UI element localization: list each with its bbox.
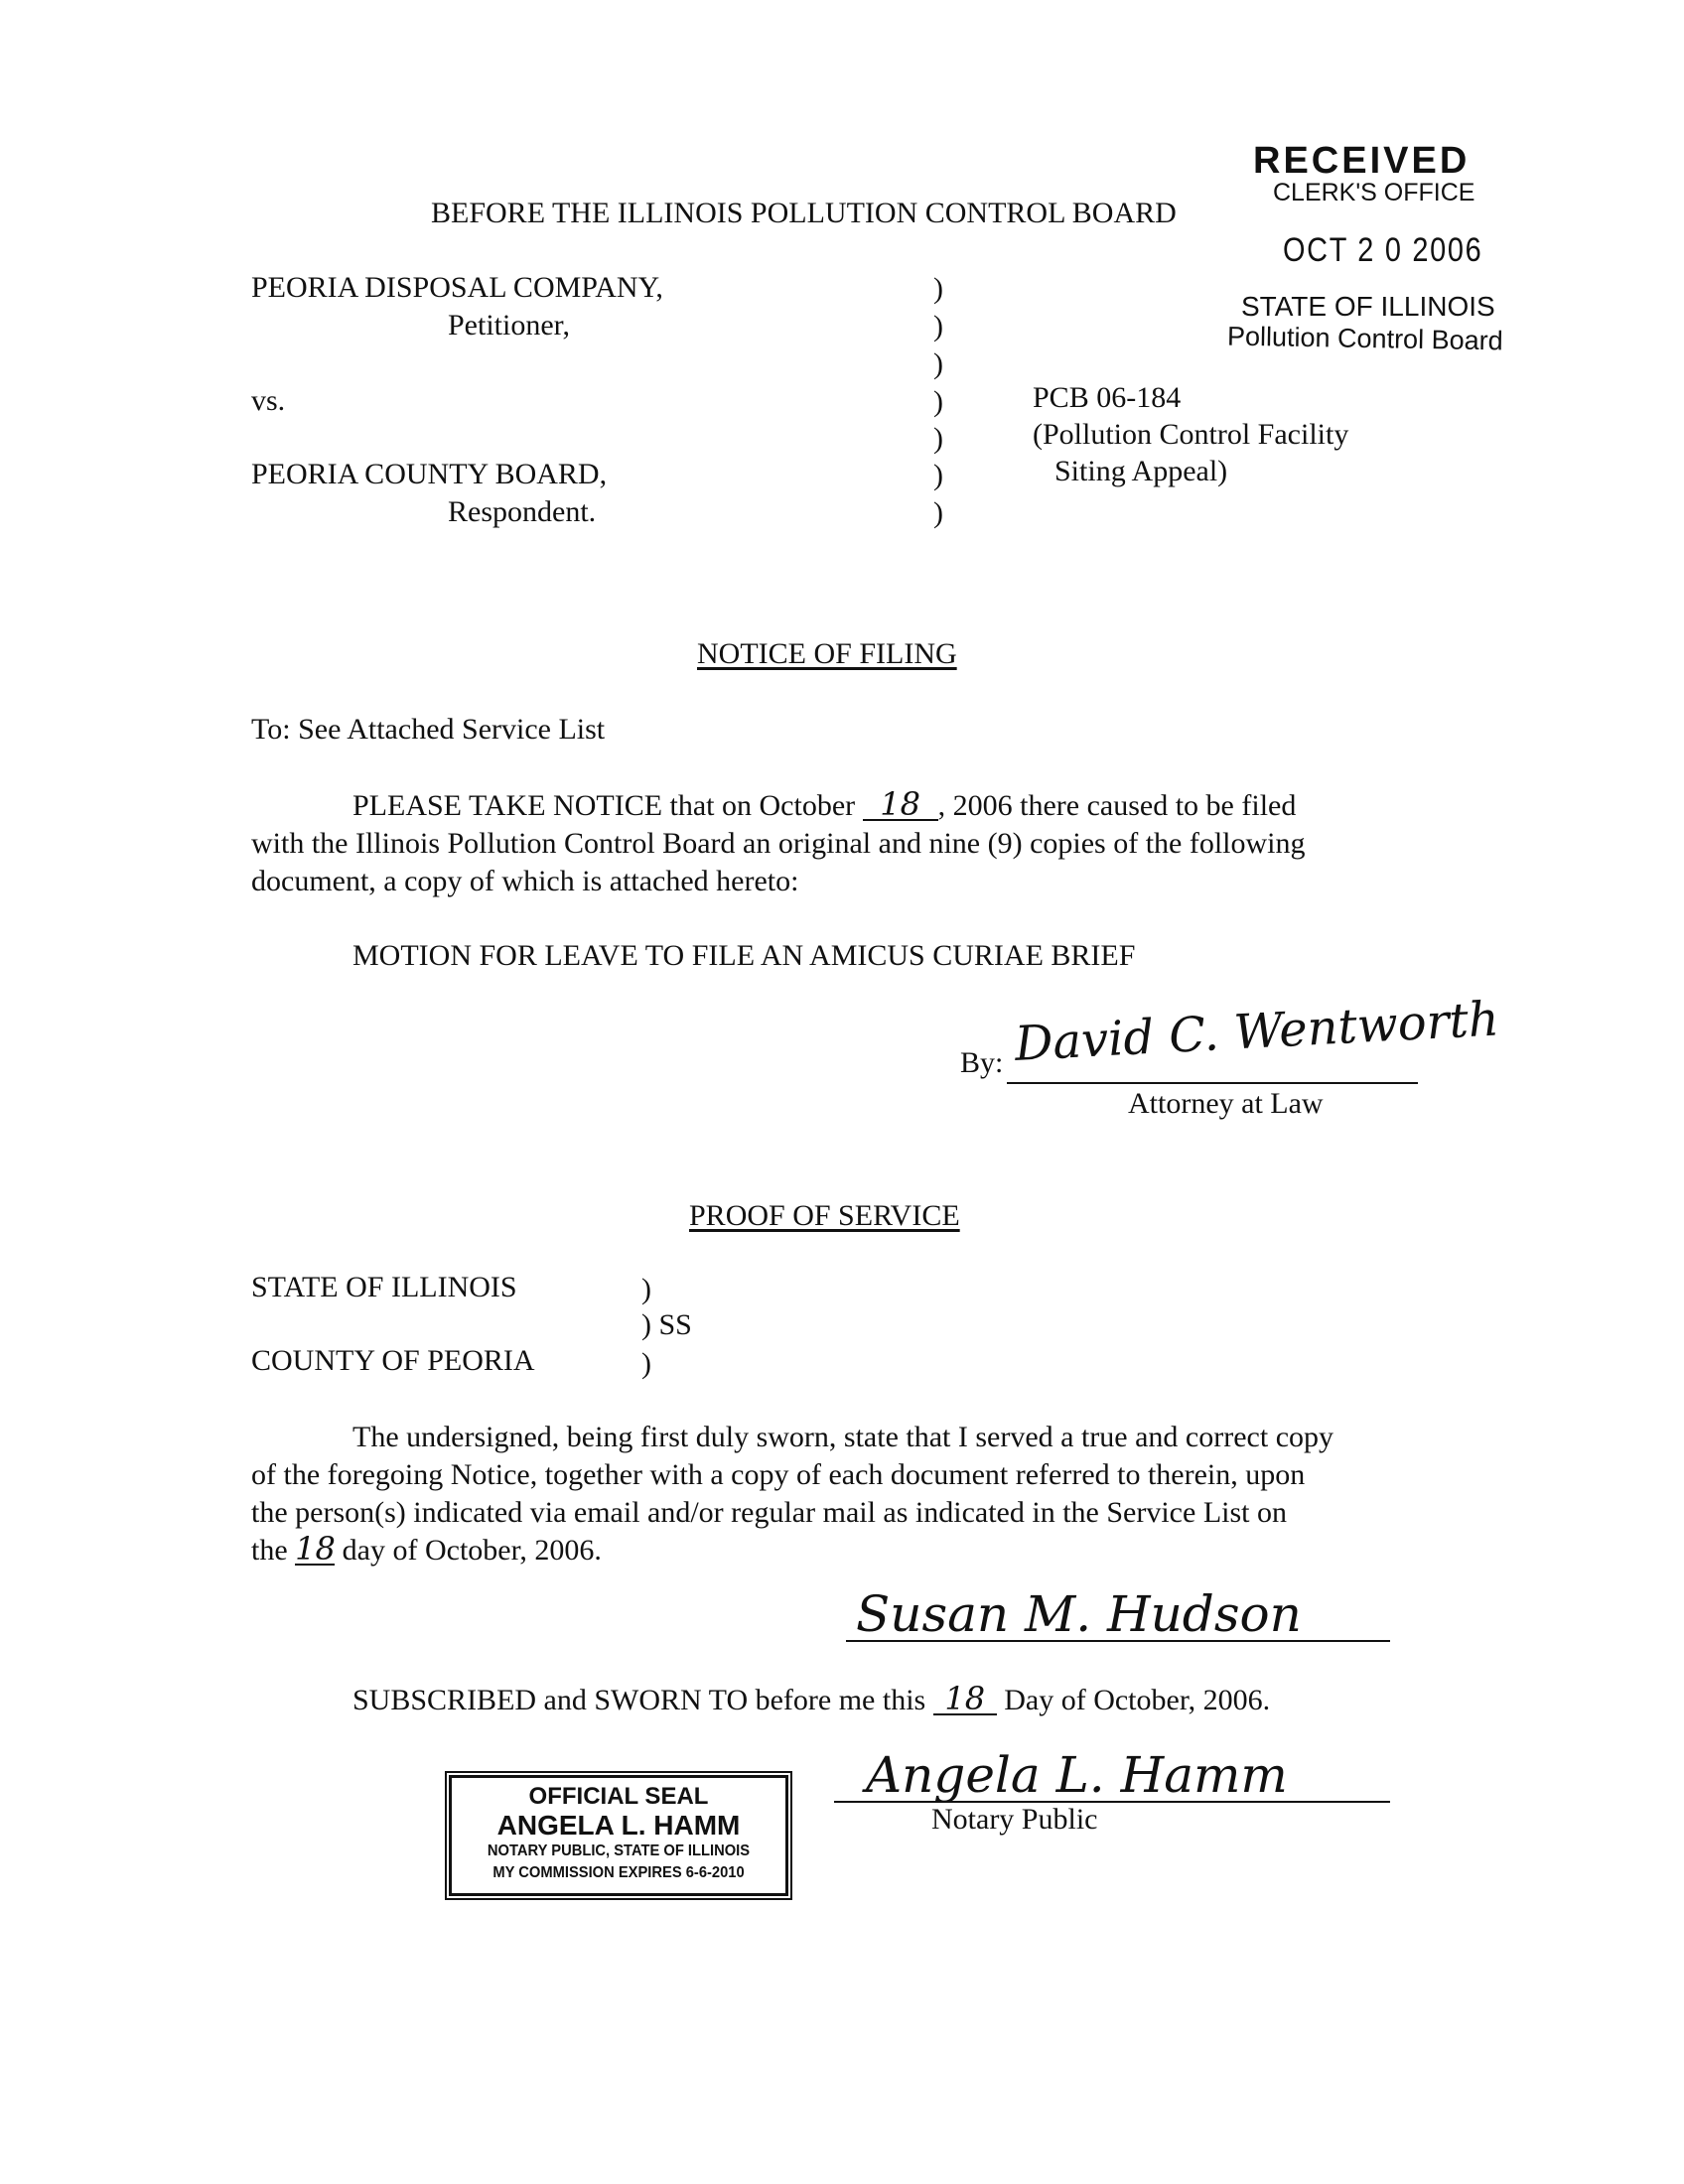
petitioner-role: Petitioner, <box>448 309 570 341</box>
proof-text: the <box>251 1534 288 1567</box>
venue-paren: ) <box>641 1273 651 1305</box>
notice-paragraph-line2: with the Illinois Pollution Control Board an original and nine (9) copies of the following <box>251 827 1306 860</box>
notice-to: To: See Attached Service List <box>251 713 606 746</box>
caption-paren: ) <box>933 347 943 380</box>
petitioner-name: PEORIA DISPOSAL COMPANY, <box>251 271 663 304</box>
venue-ss: ) SS <box>641 1308 692 1341</box>
subscribed-line <box>352 1680 1271 1718</box>
document-title: MOTION FOR LEAVE TO FILE AN AMICUS CURIAE BRIEF <box>352 939 1136 972</box>
stamp-date: OCT 2 0 2006 <box>1283 231 1483 269</box>
attorney-label: Attorney at Law <box>1128 1087 1324 1120</box>
notice-paragraph-line3: document, a copy of which is attached hereto: <box>251 865 799 897</box>
caption-paren: ) <box>933 459 943 491</box>
venue-county: COUNTY OF PEORIA <box>251 1344 535 1377</box>
attorney-signature-line <box>1007 1082 1418 1084</box>
seal-name: ANGELA L. HAMM <box>496 1810 741 1841</box>
notary-signature-line <box>834 1801 1390 1803</box>
seal-title: OFFICIAL SEAL <box>528 1783 709 1810</box>
versus: vs. <box>251 384 286 417</box>
subscribed-text: SUBSCRIBED and SWORN TO before me this <box>352 1684 926 1716</box>
proof-paragraph-line1: The undersigned, being first duly sworn, state that I served a true and correct copy <box>352 1421 1334 1453</box>
caption-paren: ) <box>933 310 943 342</box>
notary-label: Notary Public <box>931 1803 1098 1836</box>
notice-text: , 2006 there caused to be filed <box>937 789 1297 822</box>
notice-paragraph-line1 <box>352 785 1297 824</box>
notary-seal <box>449 1775 788 1896</box>
caption-paren: ) <box>933 272 943 305</box>
notice-text: PLEASE TAKE NOTICE that on October <box>352 789 856 822</box>
notice-day: 18 <box>863 789 938 821</box>
subscribed-day: 18 <box>933 1684 997 1715</box>
proof-paragraph-line3: the person(s) indicated via email and/or regular mail as indicated in the Service List on <box>251 1496 1287 1529</box>
case-description-1: (Pollution Control Facility <box>1033 418 1349 451</box>
proof-day: 18 <box>295 1530 336 1568</box>
proof-paragraph-line2: of the foregoing Notice, together with a copy of each document referred to therein, upon <box>251 1458 1306 1491</box>
notary-signature: Angela L. Hamm <box>866 1746 1288 1804</box>
seal-notary: NOTARY PUBLIC, STATE OF ILLINOIS <box>487 1843 751 1859</box>
caption-paren: ) <box>933 496 943 529</box>
caption-paren: ) <box>933 385 943 418</box>
server-signature-line <box>846 1640 1390 1642</box>
stamp-clerk: CLERK'S OFFICE <box>1273 179 1475 206</box>
seal-expiry: MY COMMISSION EXPIRES 6-6-2010 <box>492 1864 745 1881</box>
proof-paragraph-line4 <box>251 1530 602 1569</box>
stamp-state: STATE OF ILLINOIS <box>1241 291 1495 322</box>
case-number: PCB 06-184 <box>1033 381 1182 414</box>
case-description-2: Siting Appeal) <box>1054 455 1228 487</box>
respondent-role: Respondent. <box>448 495 597 528</box>
respondent-name: PEORIA COUNTY BOARD, <box>251 458 608 490</box>
proof-heading: PROOF OF SERVICE <box>689 1199 960 1232</box>
by-label: By: <box>960 1046 1004 1079</box>
venue-state: STATE OF ILLINOIS <box>251 1271 517 1303</box>
subscribed-text: Day of October, 2006. <box>1004 1684 1271 1716</box>
caption-paren: ) <box>933 422 943 455</box>
stamp-board: Pollution Control Board <box>1226 321 1503 356</box>
notice-heading: NOTICE OF FILING <box>697 637 957 670</box>
board-title: BEFORE THE ILLINOIS POLLUTION CONTROL BOARD <box>431 197 1177 229</box>
stamp-received: RECEIVED <box>1253 140 1471 182</box>
attorney-signature: David C. Wentworth <box>1013 991 1501 1072</box>
server-signature: Susan M. Hudson <box>856 1585 1302 1643</box>
proof-text: day of October, 2006. <box>342 1534 602 1567</box>
venue-paren: ) <box>641 1347 651 1380</box>
